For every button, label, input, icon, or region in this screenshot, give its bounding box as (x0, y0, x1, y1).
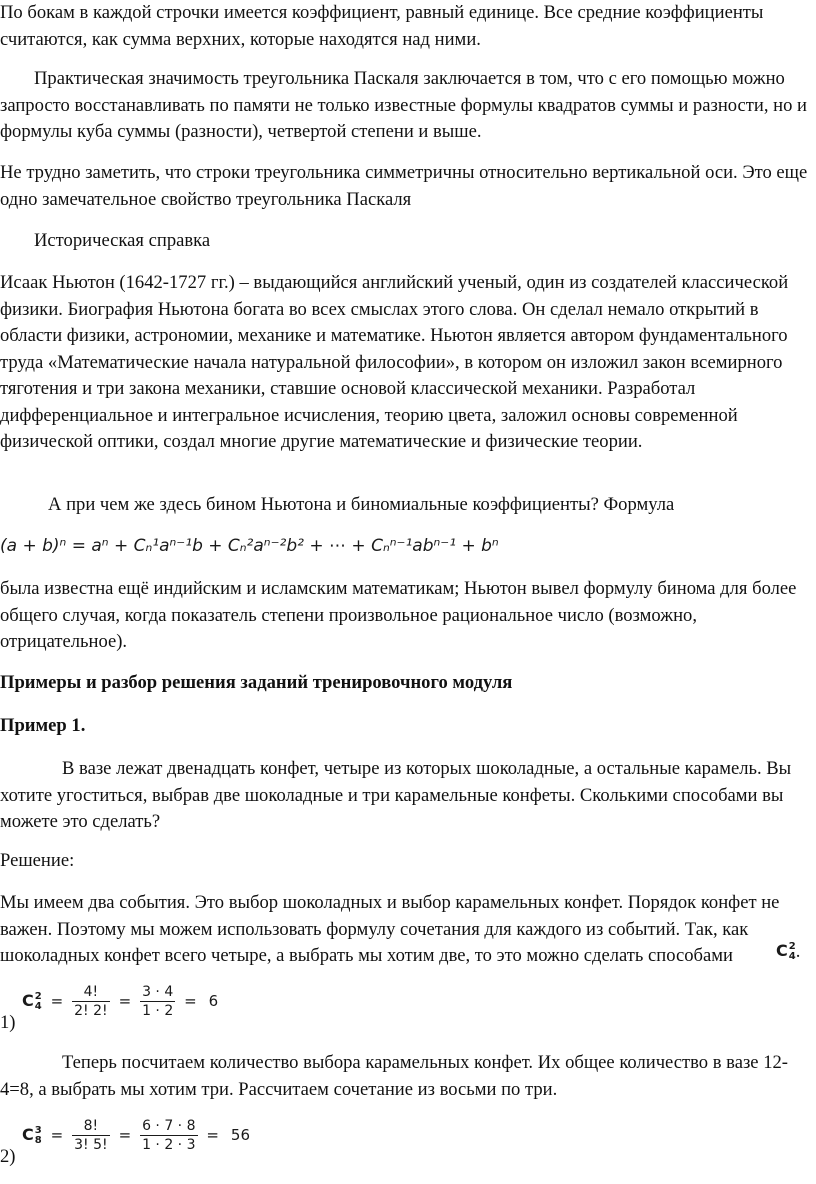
paragraph-coefficients: По бокам в каждой строчки имеется коэффициент, равный единице. Все средние коэффициенты считаются, как сумма верхних, которые находятся над ними. (0, 2, 764, 50)
section-heading-examples: Примеры и разбор решения заданий тренировочного модуля (0, 672, 513, 693)
binomial-formula: (a + b)ⁿ = aⁿ + Cₙ¹aⁿ⁻¹b + Cₙ²aⁿ⁻²b² + ⋯ + Cₙⁿ⁻¹abⁿ⁻¹ + bⁿ (0, 536, 499, 556)
paragraph-binomial-history: была известна ещё индийским и исламским математикам; Ньютон вывел формулу бинома для более общего случая, когда показатель степени произвольное рациональное число (возможно, отрицательное). (0, 578, 797, 652)
solution-label: Решение: (0, 850, 75, 871)
paragraph-symmetry: Не трудно заметить, что строки треугольника симметричны относительно вертикальной оси. Это еще одно замечательное свойство треугольника Паскаля (0, 162, 808, 210)
heading-historical-note: Историческая справка (34, 230, 211, 251)
paragraph-binomial-question: А при чем же здесь бином Ньютона и биномиальные коэффициенты? Формула (48, 494, 675, 515)
step-2-formula: C 3 8 = $\frac{8!}{3! 5!}$ = $\frac{6 \cdot 7 \cdot 8}{1 \cdot 2 \cdot 3}$ = 56 (22, 1118, 251, 1153)
paragraph-practical-value: Практическая значимость треугольника Паскаля заключается в том, что с его помощью можно запросто восстанавливать по памяти не только известные формулы квадратов суммы и разности, но и формулы куба суммы (разности), четвертой степени и выше. (0, 68, 808, 142)
step-2-label: 2) (0, 1146, 16, 1167)
paragraph-newton-bio: Исаак Ньютон (1642-1727 гг.) – выдающийся английский ученый, один из создателей классической физики. Биография Ньютона богата во всех смыслах этого слова. Он сделал немало открытий в области физики, астрономии, механике и математике. Ньютон является автором фундаментального труда «Математические начала натуральной философии», в котором он изложил закон всемирного тяготения и три закона механики, ставшие основой классической механики. Разработал дифференциальное и интегральное исчисления, теорию цвета, заложил основы современной физической оптики, создал многие другие математические и физические теории. (0, 272, 789, 452)
solution-text: Мы имеем два события. Это выбор шоколадных и выбор карамельных конфет. Порядок конфет не важен. Поэтому мы можем использовать формулу сочетания для каждого из событий. Так, как шоколадных конфет всего четыре, а выбрать мы хотим две, то это можно сделать способами (0, 892, 780, 966)
example-1-problem: В вазе лежат двенадцать конфет, четыре из которых шоколадные, а остальные карамель. Вы хотите угоститься, выбрав две шоколадные и три карамельные конфеты. Сколькими способами вы можете это сделать? (0, 758, 792, 832)
step-1-label: 1) (0, 1012, 16, 1033)
caramel-count-text: Теперь посчитаем количество выбора карамельных конфет. Их общее количество в вазе 12-4=8, а выбрать мы хотим три. Рассчитаем сочетание из восьми по три. (0, 1052, 788, 1100)
step-1-formula: C 2 4 = $\frac{4!}{2! 2!}$ = $\frac{3 \cdot 4}{1 \cdot 2}$ = 6 (22, 984, 219, 1019)
inline-combination-c42: C 2 4 . (776, 940, 801, 962)
example-1-heading: Пример 1. (0, 715, 86, 736)
